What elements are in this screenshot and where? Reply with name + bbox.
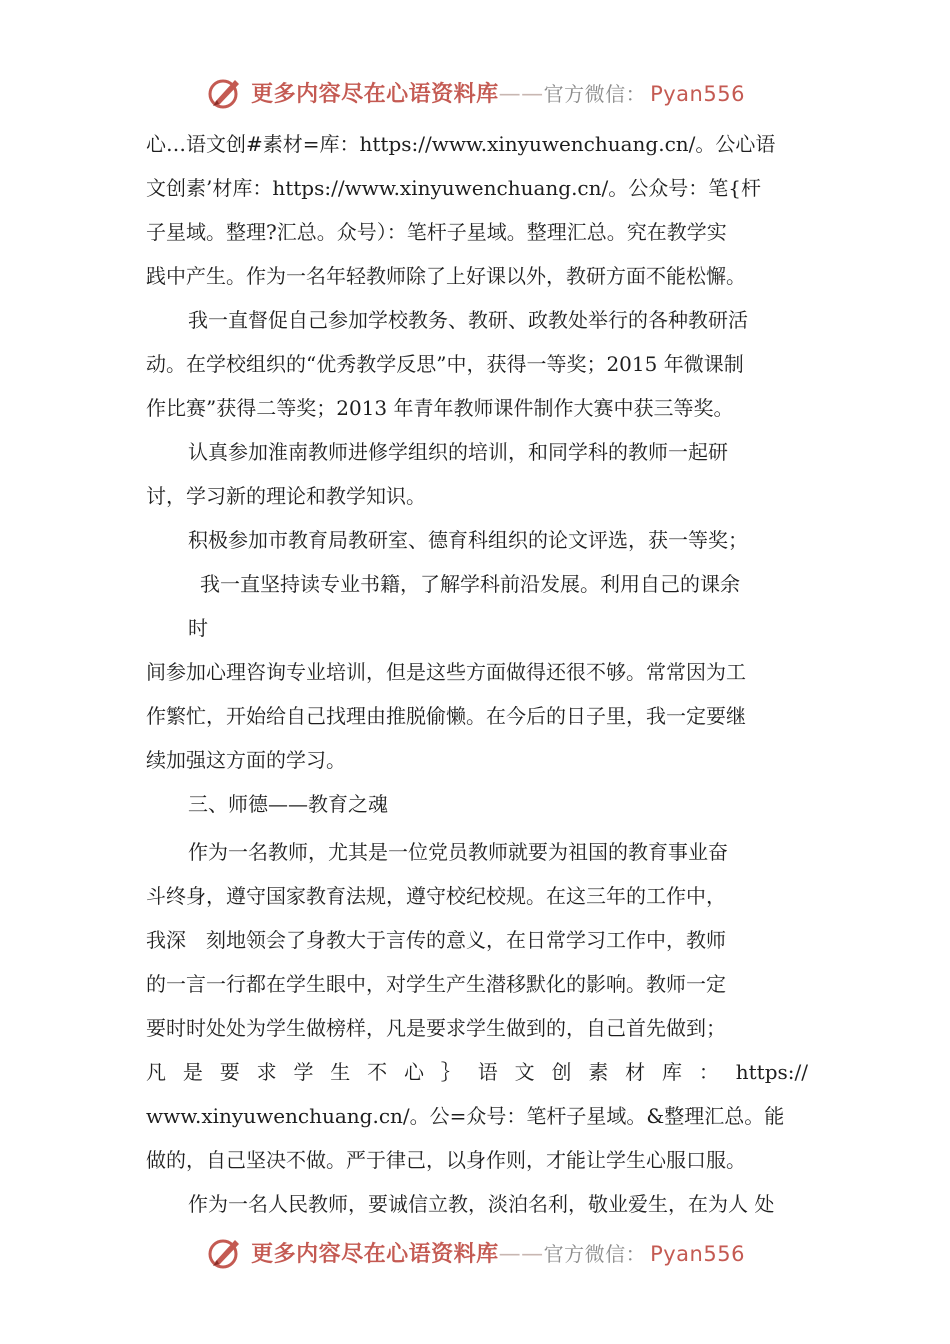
- banner-wechat-label: 官方微信：: [543, 1241, 647, 1266]
- text-line: 作为一名教师，尤其是一位党员教师就要为祖国的教育事业奋: [188, 840, 728, 864]
- text-char: 生: [330, 1060, 351, 1084]
- text-char: 语: [477, 1060, 498, 1084]
- text-line: 续加强这方面的学习。: [146, 748, 346, 772]
- text-char: 是: [182, 1060, 203, 1084]
- text-line: 认真参加淮南教师进修学组织的培训，和同学科的教师一起研: [188, 440, 728, 464]
- text-line: 时: [188, 616, 208, 640]
- text-char: 要: [219, 1060, 240, 1084]
- header-banner: [0, 68, 950, 116]
- text-char: 文: [514, 1060, 535, 1084]
- text-line: 的一言一行都在学生眼中，对学生产生潜移默化的影响。教师一定: [146, 972, 726, 996]
- text-char: ｝: [440, 1060, 461, 1084]
- section-heading: 三、师德——教育之魂: [188, 792, 388, 816]
- text-char: 学: [293, 1060, 314, 1084]
- text-char: 求: [256, 1060, 277, 1084]
- text-char: 材: [625, 1060, 646, 1084]
- text-line: 作为一名人民教师，要诚信立教，淡泊名利，敬业爱生，在为人 处: [188, 1192, 775, 1216]
- text-line: 积极参加市教育局教研室、德育科组织的论文评选，获一等奖；: [188, 528, 748, 552]
- text-char: 素: [588, 1060, 609, 1084]
- text-line: 做的，自己坚决不做。严于律己，以身作则，才能让学生心服口服。: [146, 1148, 746, 1172]
- text-line: 要时时处处为学生做榜样，凡是要求学生做到的，自己首先做到；: [146, 1016, 726, 1040]
- text-line: 子星域。整理?汇总。众号）：笔杆子星域。整理汇总。究在教学实: [146, 220, 727, 244]
- text-char: 库: [662, 1060, 683, 1084]
- text-line: 动。在学校组织的“优秀教学反思”中，获得一等奖；2015 年微课制: [146, 352, 744, 376]
- text-char: 凡: [146, 1060, 166, 1084]
- banner-wechat-label: 官方微信：: [543, 81, 647, 106]
- text-line: 讨，学习新的理论和教学知识。: [146, 484, 426, 508]
- justified-text-line: [146, 1059, 808, 1085]
- banner-separator: ——: [498, 1241, 544, 1267]
- text-line: www.xinyuwenchuang.cn/。公=众号：笔杆子星域。&整理汇总。能: [146, 1104, 785, 1128]
- text-line: 心…语文创#素材=库：https://www.xinyuwenchuang.cn/。公心语: [146, 132, 776, 156]
- quill-logo-icon: [205, 72, 245, 112]
- text-char: ：: [698, 1060, 719, 1084]
- banner-separator: ——: [498, 81, 544, 107]
- text-line: 文创素’材库：https://www.xinyuwenchuang.cn/。公众号：笔{杆: [146, 176, 761, 200]
- text-line: 践中产生。作为一名年轻教师除了上好课以外，教研方面不能松懈。: [146, 264, 746, 288]
- quill-logo-icon: [205, 1232, 245, 1272]
- text-char: 不: [367, 1060, 388, 1084]
- banner-wechat-id: Pyan556: [650, 1241, 745, 1266]
- text-line: 斗终身，遵守国家教育法规，遵守校纪校规。在这三年的工作中，: [146, 884, 726, 908]
- text-line: 间参加心理咨询专业培训，但是这些方面做得还很不够。常常因为工: [146, 660, 746, 684]
- text-char: 心: [404, 1060, 425, 1084]
- banner-wechat-id: Pyan556: [650, 81, 745, 106]
- banner-main-text: 更多内容尽在心语资料库: [251, 81, 499, 107]
- footer-banner: [0, 1228, 950, 1276]
- banner-main-text: 更多内容尽在心语资料库: [251, 1241, 499, 1267]
- text-line: 作比赛”获得二等奖；2013 年青年教师课件制作大赛中获三等奖。: [146, 396, 734, 420]
- text-char: 创: [551, 1060, 572, 1084]
- text-line: 我深 刻地领会了身教大于言传的意义，在日常学习工作中，教师: [146, 928, 726, 952]
- text-line: 我一直督促自己参加学校教务、教研、政教处举行的各种教研活: [188, 308, 748, 332]
- text-line: 作繁忙，开始给自己找理由推脱偷懒。在今后的日子里，我一定要继: [146, 704, 746, 728]
- text-url-fragment: https://: [735, 1060, 808, 1084]
- text-line: 我一直坚持读专业书籍，了解学科前沿发展。利用自己的课余: [200, 572, 740, 596]
